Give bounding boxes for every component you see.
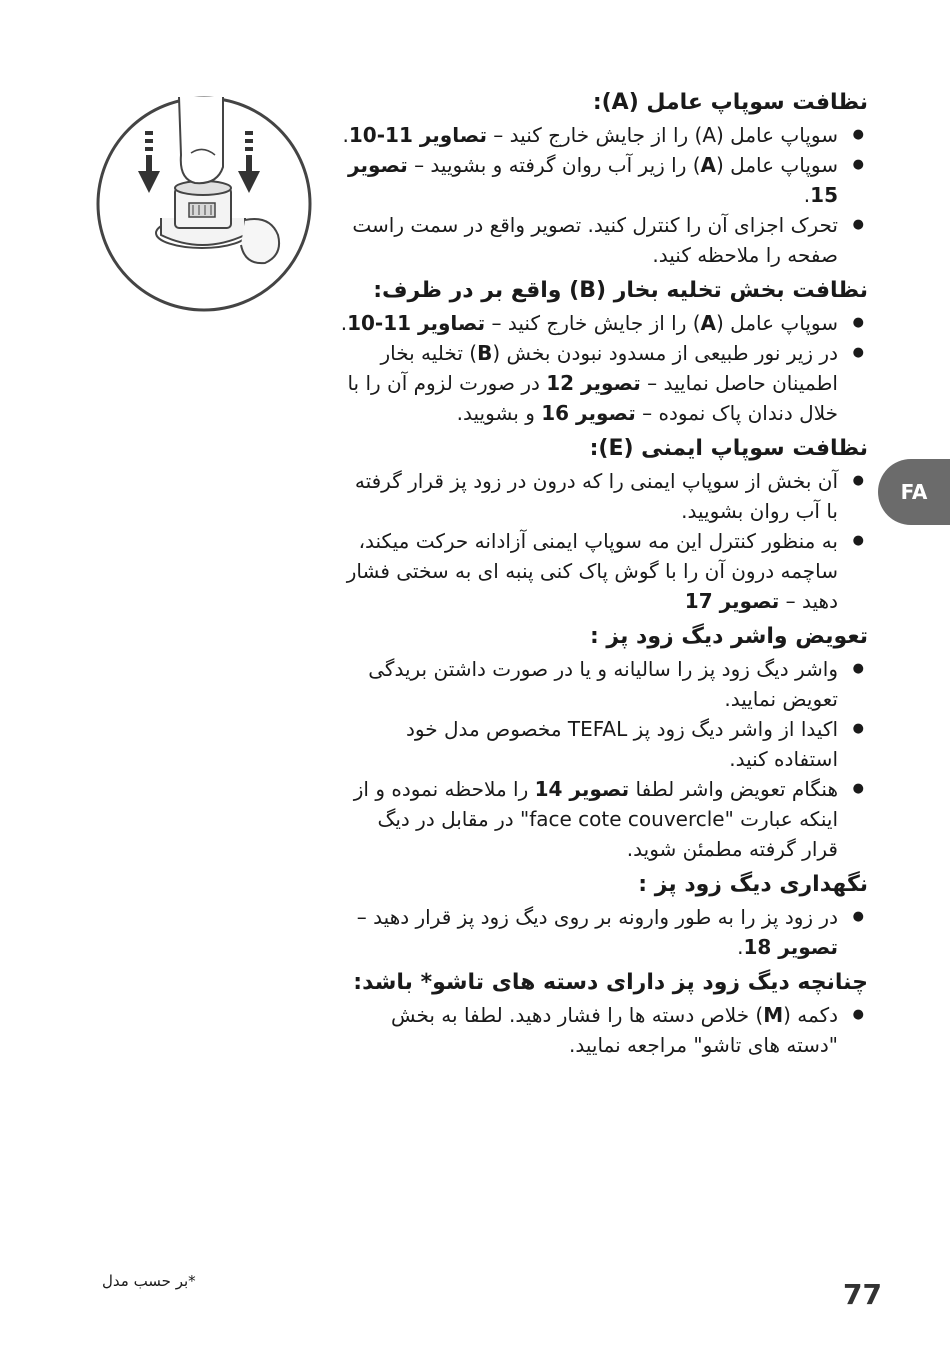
item-text: سوپاپ عامل ( — [716, 311, 838, 335]
valve-removal-illustration-icon — [95, 95, 313, 313]
bullet-list — [340, 1000, 868, 1060]
list-item — [340, 210, 868, 270]
footnote: *بر حسب مدل — [102, 1272, 196, 1290]
item-text: دکمه ( — [783, 1003, 838, 1027]
bold-reference: تصویر 12 — [546, 371, 641, 395]
item-text: و بشویید. — [456, 401, 542, 425]
list-item — [340, 526, 868, 616]
bullet-list — [340, 466, 868, 616]
item-text: تحرک اجزای آن را کنترل کنید. تصویر واقع در سمت راست صفحه را ملاحظه کنید. — [352, 213, 838, 267]
section-heading: نظافت بخش تخلیه بخار (B) واقع بر در ظرف: — [373, 278, 868, 303]
list-item — [340, 654, 868, 714]
page-number: 77 — [843, 1278, 882, 1311]
bold-reference: تصویر 15 — [348, 153, 838, 207]
section-heading: تعویض واشر دیگ زود پز : — [589, 624, 868, 649]
item-text: در صورت لزوم آن را با خلال دندان پاک نموده – — [347, 371, 838, 425]
item-text: سوپاپ عامل ( — [716, 153, 838, 177]
item-text: به منظور کنترل این مه سوپاپ ایمنی آزادانه حرکت میکند، ساچمه درون آن را با گوش پاک کنی پنبه ای به سختی فشار دهید – — [346, 529, 838, 613]
item-text: واشر دیگ زود پز را سالیانه و یا در صورت داشتن بریدگی تعویض نمایید. — [368, 657, 838, 711]
bold-reference: تصویر 16 — [541, 401, 636, 425]
item-text: . — [737, 935, 744, 959]
bold-reference: تصویر 18 — [743, 935, 838, 959]
list-item — [340, 774, 868, 864]
list-item — [340, 714, 868, 774]
section-heading: نظافت سوپاپ عامل (A): — [592, 90, 868, 115]
item-text: ) تخلیه بخار اطمینان حاصل نمایید – — [380, 341, 838, 395]
instructions-column — [340, 88, 868, 1064]
bold-reference: A — [700, 153, 717, 177]
bullet-list — [340, 308, 868, 428]
list-item — [340, 308, 868, 338]
item-text: در زود پز را به طور وارونه بر روی دیگ زود پز قرار دهید – — [356, 905, 838, 929]
item-text: اکیدا از واشر دیگ زود پز TEFAL مخصوص مدل خود استفاده کنید. — [406, 717, 838, 771]
item-text: ) را زیر آب روان گرفته و بشویید – — [407, 153, 701, 177]
section-heading: نگهداری دیگ زود پز : — [638, 872, 868, 897]
item-text: ) خلاص دسته ها را فشار دهید. لطفا به بخش "دسته های تاشو" مراجعه نمایید. — [390, 1003, 838, 1057]
item-text: . — [342, 123, 349, 147]
bold-reference: A — [700, 311, 717, 335]
section-heading: نظافت سوپاپ ایمنی (E): — [589, 436, 868, 461]
list-item — [340, 466, 868, 526]
item-text: ) را از جایش خارج کنید – — [485, 311, 701, 335]
item-text: در زیر نور طبیعی از مسدود نبودن بخش ( — [492, 341, 838, 365]
bold-reference: B — [477, 341, 493, 365]
item-text: . — [803, 183, 811, 207]
list-item — [340, 902, 868, 962]
bold-reference: تصاویر 11-10 — [347, 311, 486, 335]
item-text: هنگام تعویض واشر لطفا — [629, 777, 838, 801]
bullet-list — [340, 902, 868, 962]
item-text: آن بخش از سوپاپ ایمنی را که درون در زود پز قرار گرفته با آب روان بشویید. — [354, 469, 838, 523]
section-heading: چنانچه دیگ زود پز دارای دسته های تاشو* باشد: — [353, 970, 868, 995]
bold-reference: M — [763, 1003, 784, 1027]
list-item — [340, 338, 868, 428]
list-item — [340, 1000, 868, 1060]
bullet-list — [340, 654, 868, 864]
list-item — [340, 150, 868, 210]
item-text: را ملاحظه نموده و از اینکه عبارت "face cote couvercle" در مقابل در دیگ قرار گرفته مطمئن شوید. — [353, 777, 838, 861]
item-text: سوپاپ عامل (A) را از جایش خارج کنید – — [486, 123, 838, 147]
bullet-list — [340, 120, 868, 270]
item-text: . — [340, 311, 348, 335]
bold-reference: تصویر 17 — [684, 589, 780, 613]
bold-reference: تصاویر 11-10 — [348, 123, 487, 147]
bold-reference: تصویر 14 — [534, 777, 630, 801]
language-tab: FA — [878, 459, 950, 525]
list-item — [340, 120, 868, 150]
